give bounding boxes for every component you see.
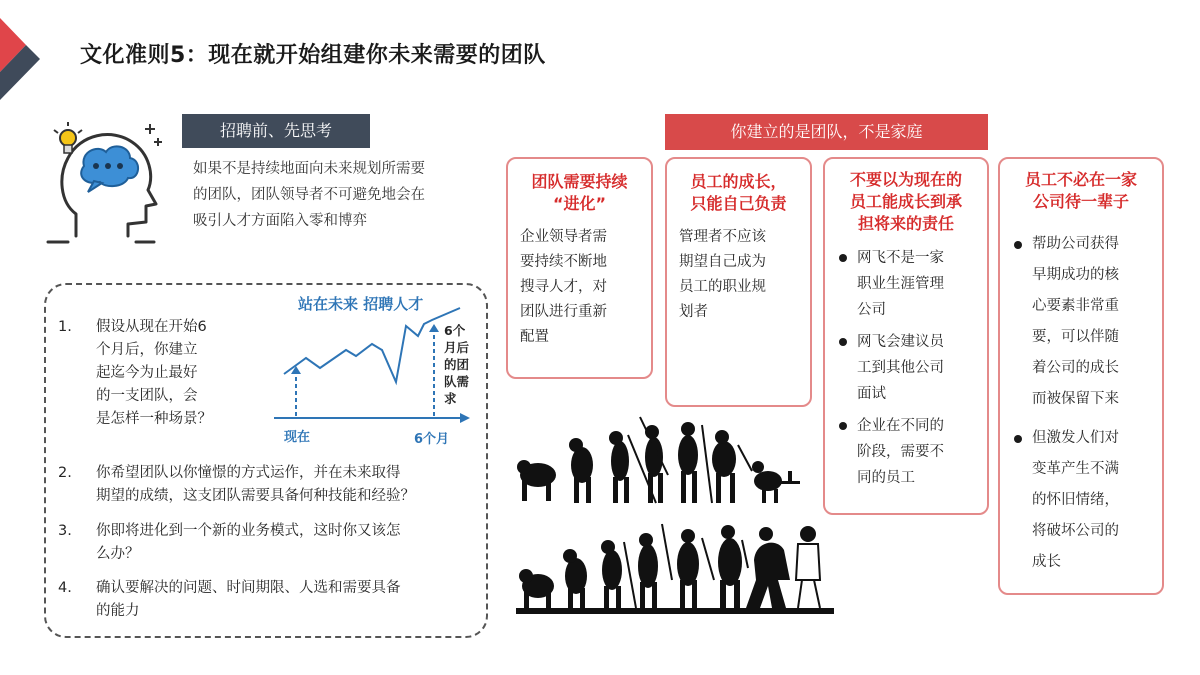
card-title: 员工的成长， 只能自己负责 — [690, 172, 787, 213]
team-not-family-banner: 你建立的是团队，不是家庭 — [665, 114, 988, 150]
card-title: 不要以为现在的 员工能成长到承 担将来的责任 — [849, 170, 962, 233]
chart-label-now: 现在 — [284, 430, 311, 445]
question-4: 4. 确认要解决的问题、时间期限、人选和需要具备 的能力 — [58, 580, 401, 619]
question-2: 2. 你希望团队以你憧憬的方式运作，并在未来取得 期望的成绩，这支团队需要具备何种技能和经验？ — [58, 465, 415, 504]
chart-label-6months: 6个月 — [414, 432, 450, 447]
card-not-lifetime: 员工不必在一家 公司待一辈子 帮助公司获得 早期成功的核 心要素非常重 要，可以伴随 着公司的成长 而被保留下来 但激发人们对 变革产生不满 的怀旧情绪， 将破坏公司的 成长 — [998, 157, 1164, 595]
card-body: 企业领导者需 要持续不断地 搜寻人才，对 团队进行重新 配置 — [520, 229, 607, 345]
corner-arrow-decoration — [0, 0, 50, 110]
thinking-head-icon — [46, 118, 166, 246]
mini-chart — [272, 300, 472, 446]
chart-side-label: 6个 月后 的团 队需 求 — [444, 323, 470, 406]
lightbulb-icon — [54, 122, 82, 153]
intro-paragraph: 如果不是持续地面向未来规划所需要 的团队，团队领导者不可避免地会在 吸引人才方面陷入零和博弈 — [193, 161, 425, 229]
evolution-business-silhouette-icon — [516, 520, 834, 614]
card-body: 管理者不应该 期望自己成为 员工的职业规 划者 — [679, 229, 766, 320]
bullet-dot-icon — [839, 338, 847, 346]
page-title: 文化准则5：现在就开始组建你未来需要的团队 — [80, 43, 546, 68]
question-3: 3. 你即将进化到一个新的业务模式，这时你又该怎 么办？ — [58, 523, 401, 562]
recruit-think-banner: 招聘前、先思考 — [182, 114, 370, 148]
evolution-silhouette-icon — [516, 415, 816, 507]
card-future-responsibility: 不要以为现在的 员工能成长到承 担将来的责任 网飞不是一家 职业生涯管理 公司 网飞会建议员 工到其他公司 面试 企业在不同的 阶段，需要不 同的员工 — [823, 157, 989, 515]
card-team-evolution — [506, 157, 653, 379]
card-employee-growth — [665, 157, 812, 407]
question-1: 1. 假设从现在开始6 个月后，你建立 起迄今为止最好 的一支团队，会 是怎样一种场景？ — [58, 319, 212, 427]
card-title: 员工不必在一家 公司待一辈子 — [1024, 170, 1137, 211]
speech-cloud-icon — [81, 146, 138, 192]
bullet-dot-icon — [839, 254, 847, 262]
bullet-dot-icon — [839, 422, 847, 430]
bullet-dot-icon — [1014, 435, 1022, 443]
mini-chart-title: 站在未来 招聘人才 — [298, 295, 424, 313]
bullet-dot-icon — [1014, 241, 1022, 249]
card-title: 团队需要持续 “进化” — [531, 172, 628, 213]
